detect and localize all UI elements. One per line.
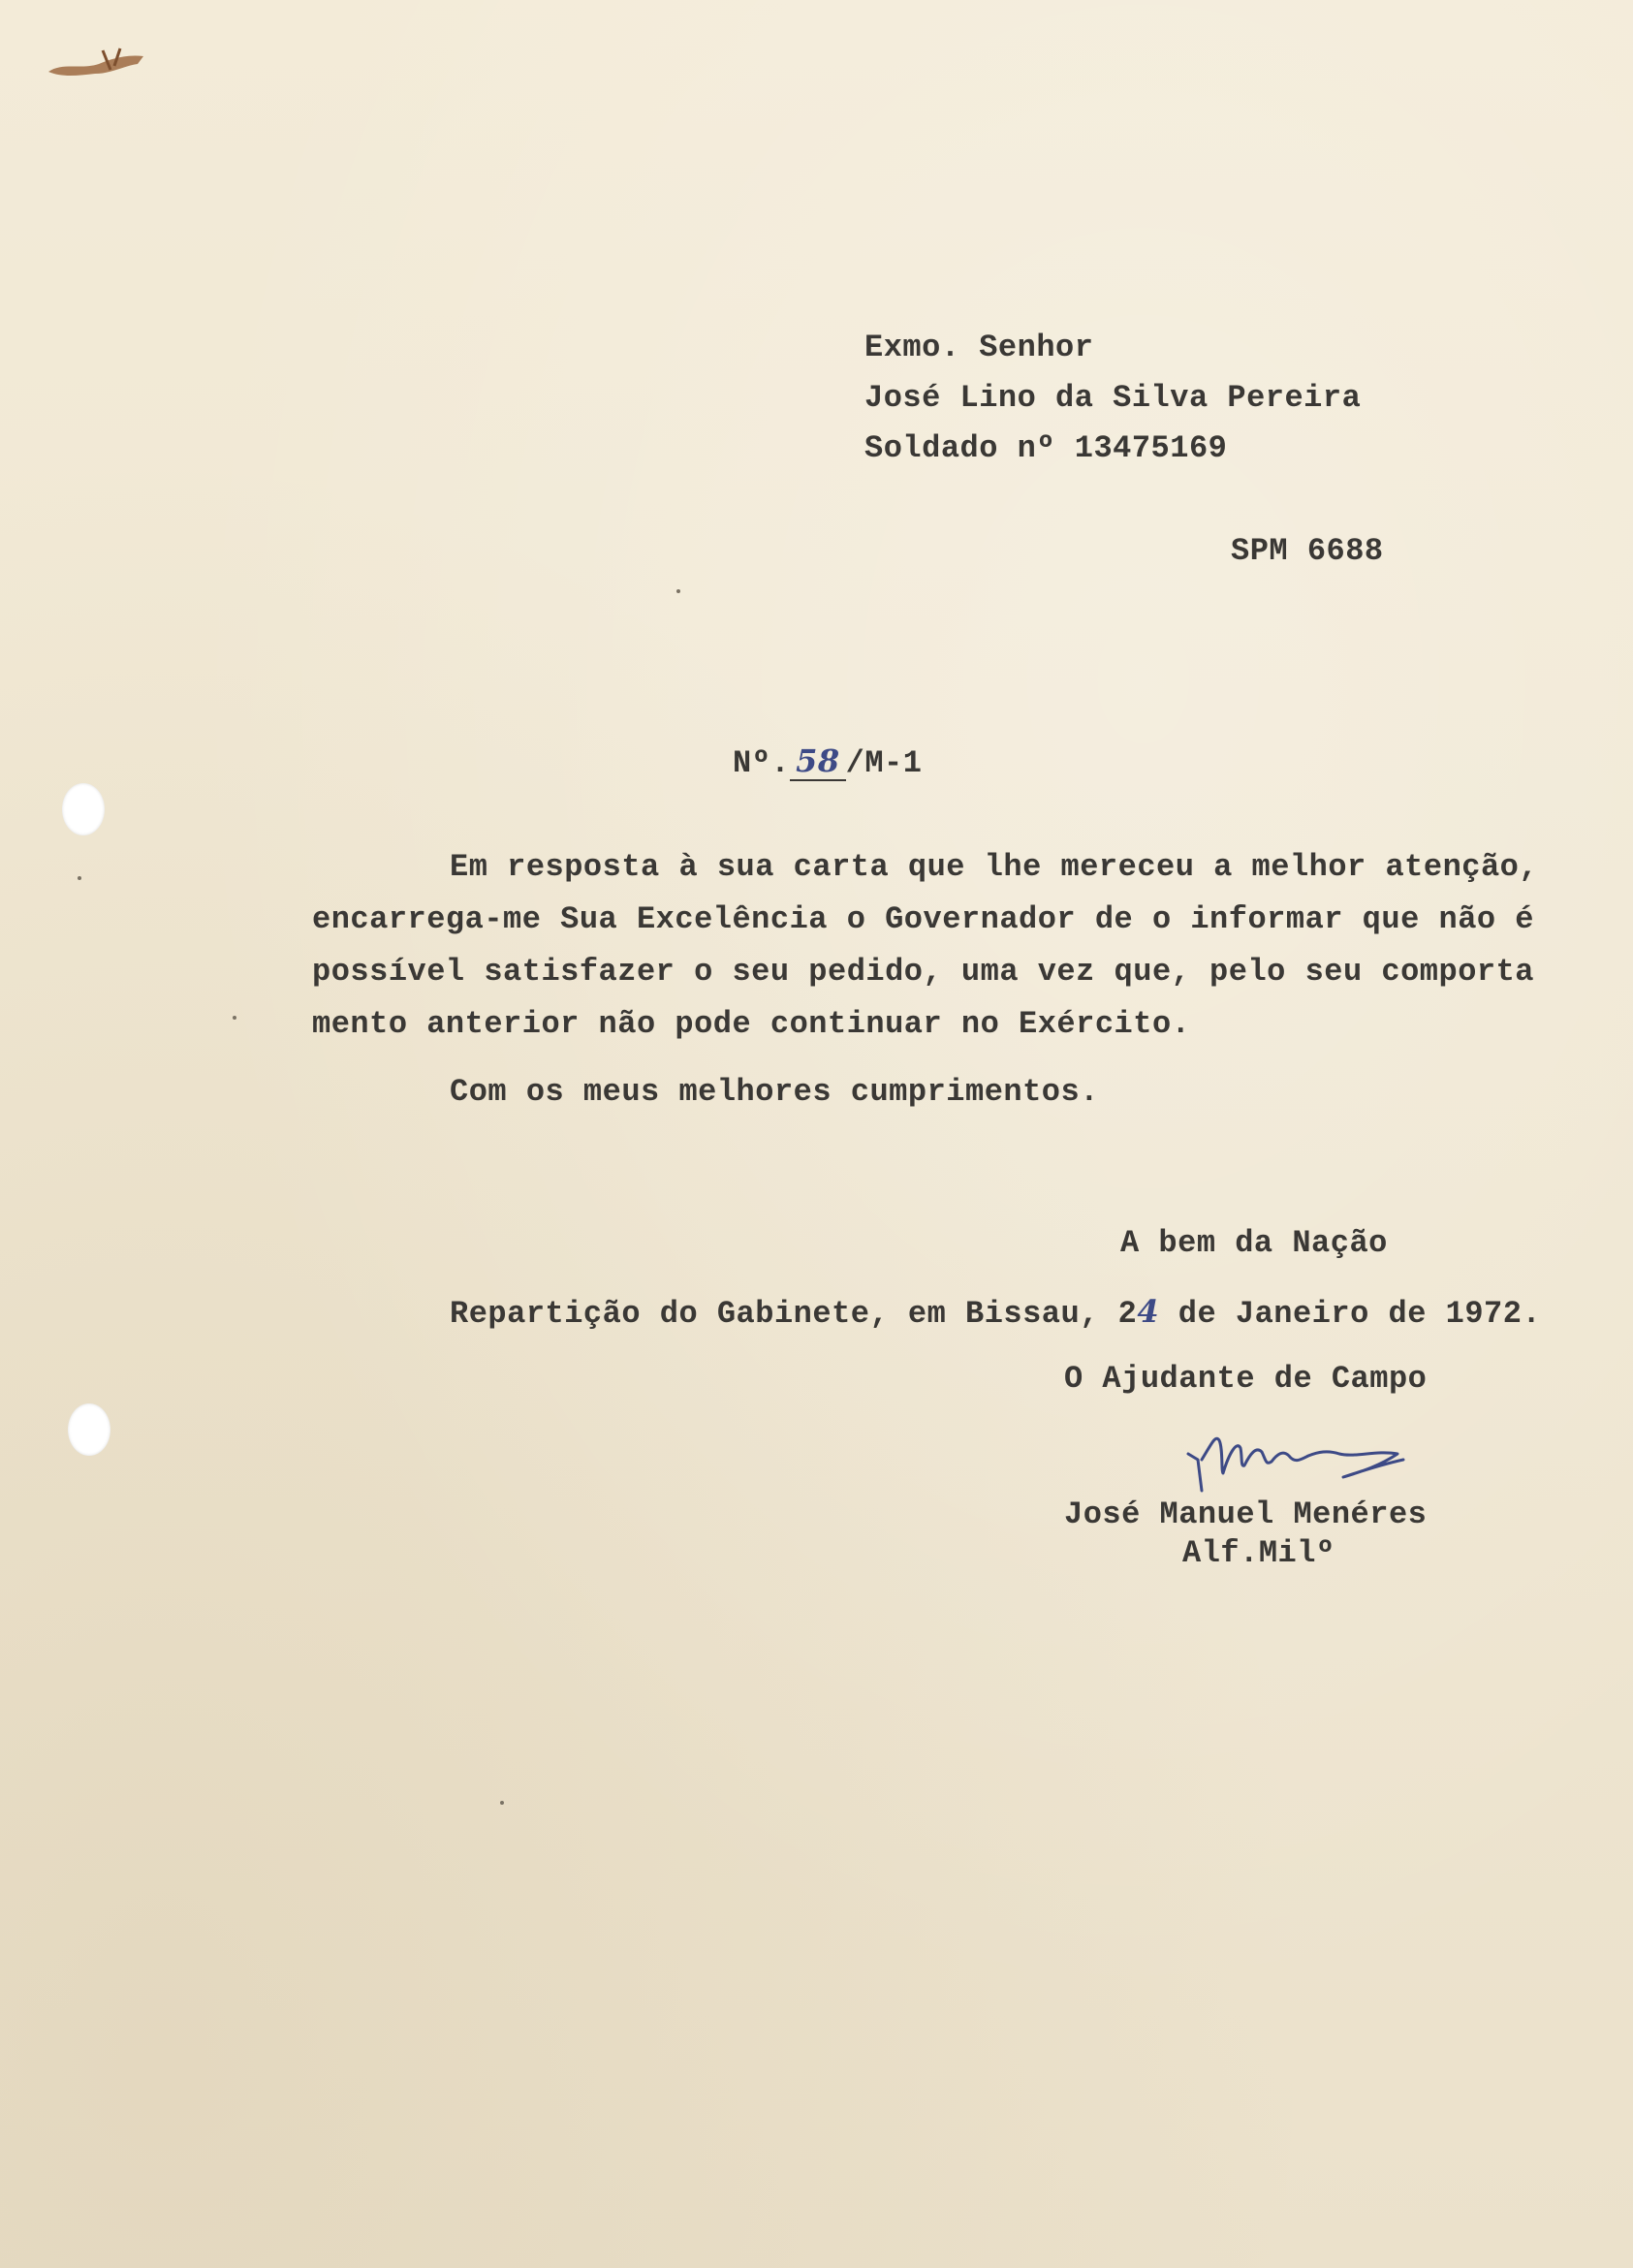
body-line-3: possível satisfazer o seu pedido, uma vez que, pelo seu comporta: [312, 954, 1534, 990]
body-line-4: mento anterior não pode continuar no Exército.: [312, 1006, 1191, 1042]
reference-line: [733, 742, 922, 781]
reference-suffix: /M-1: [845, 745, 923, 781]
body-line-2: encarrega-me Sua Excelência o Governador de o informar que não é: [312, 901, 1534, 937]
dateline-day-handwritten: 4: [1137, 1293, 1160, 1330]
closing-line: Com os meus melhores cumprimentos.: [450, 1074, 1099, 1110]
punch-hole-top: [62, 783, 105, 835]
body-line-1: Em resposta à sua carta que lhe mereceu a melhor atenção,: [450, 849, 1539, 885]
reference-prefix: Nº.: [733, 745, 791, 781]
dateline-prefix: Repartição do Gabinete, em Bissau, 2: [450, 1296, 1138, 1332]
paper-speck: [233, 1016, 236, 1020]
signatory-name: José Manuel Menéres: [1064, 1496, 1428, 1532]
paper-speck: [676, 589, 680, 593]
reference-number: 58: [790, 742, 846, 781]
signatory-role: O Ajudante de Campo: [1064, 1361, 1428, 1397]
addressee-name: José Lino da Silva Pereira: [864, 380, 1362, 416]
addressee-rank: Soldado nº 13475169: [864, 430, 1228, 466]
addressee-salutation: Exmo. Senhor: [864, 330, 1094, 365]
motto: A bem da Nação: [1120, 1225, 1388, 1261]
handwritten-signature: [1173, 1415, 1425, 1502]
dateline: [450, 1293, 1541, 1332]
rust-stain: [43, 45, 149, 83]
signatory-rank: Alf.Milº: [1182, 1535, 1335, 1571]
paper-speck: [500, 1801, 504, 1805]
dateline-suffix: de Janeiro de 1972.: [1159, 1296, 1542, 1332]
paper-speck: [78, 876, 81, 880]
addressee-postal: SPM 6688: [1231, 533, 1384, 569]
punch-hole-bottom: [68, 1403, 110, 1456]
